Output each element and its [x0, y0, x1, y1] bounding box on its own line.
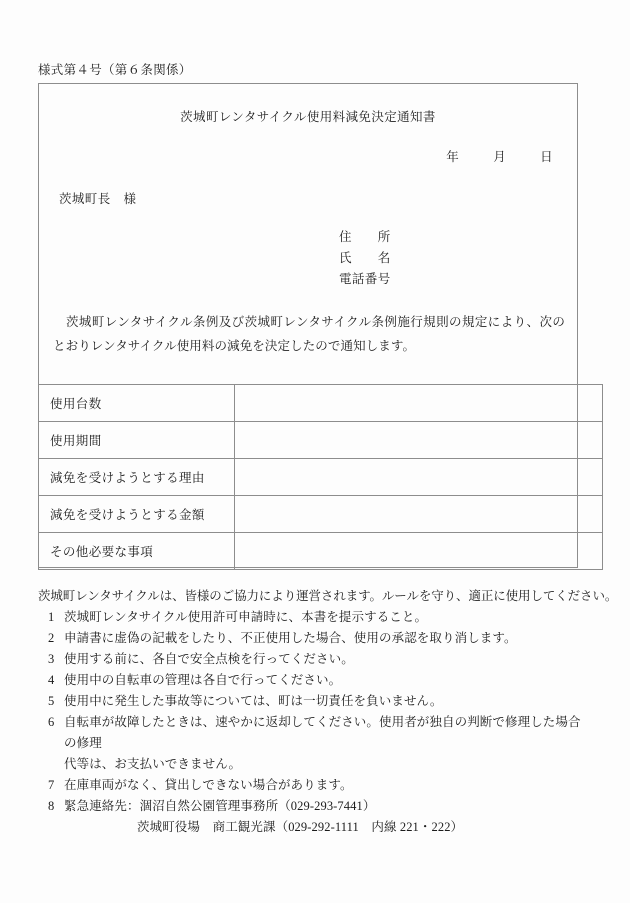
note-number: 1	[48, 610, 55, 624]
date-month-label: 月	[493, 150, 507, 164]
note-text-line2: 代等は、お支払いできません。	[64, 757, 242, 771]
note-item	[38, 628, 590, 649]
table-row-label: 使用台数	[39, 385, 235, 422]
notice-form-box	[38, 83, 578, 568]
note-number: 6	[48, 715, 55, 729]
table-row	[39, 496, 603, 533]
note-number: 4	[48, 673, 55, 687]
table-row	[39, 385, 603, 422]
note-item	[38, 670, 590, 691]
addressee-label: 茨城町長 様	[59, 192, 137, 206]
date-line	[446, 147, 553, 165]
table-row-value[interactable]	[235, 496, 603, 533]
table-row-label: 使用期間	[39, 422, 235, 459]
note-text: 使用中の自転車の管理は各自で行ってください。	[64, 673, 342, 687]
note-text-line1: 自転車が故障したときは、速やかに返却してください。使用者が独自の判断で修理した場合の修理	[64, 715, 581, 750]
notes-intro-text: 茨城町レンタサイクルは、皆様のご協力により運営されます。ルールを守り、適正に使用してください。	[38, 589, 618, 603]
table-row-value[interactable]	[235, 533, 603, 570]
table-row-value[interactable]	[235, 459, 603, 496]
note-number: 7	[48, 778, 55, 792]
detail-table	[38, 384, 603, 570]
notes-section	[38, 586, 618, 838]
note-number: 5	[48, 694, 55, 708]
note-number: 2	[48, 631, 55, 645]
note-item	[38, 607, 590, 628]
note-item	[38, 649, 590, 670]
date-day-label: 日	[540, 150, 553, 164]
date-year-label: 年	[446, 150, 460, 164]
applicant-info-block	[339, 227, 391, 290]
table-row-value[interactable]	[235, 385, 603, 422]
note-item	[38, 712, 590, 775]
note-text: 使用する前に、各自で安全点検を行ってください。	[64, 652, 354, 666]
table-row	[39, 459, 603, 496]
document-title: 茨城町レンタサイクル使用料減免決定通知書	[180, 110, 436, 124]
table-row-value[interactable]	[235, 422, 603, 459]
note-text: 茨城町レンタサイクル使用許可申請時に、本書を提示すること。	[64, 610, 428, 624]
note-number: 3	[48, 652, 55, 666]
note-text	[64, 712, 590, 775]
table-row-label: その他必要な事項	[39, 533, 235, 570]
note-text: 使用中に発生した事故等については、町は一切責任を負いません。	[64, 694, 443, 708]
table-row	[39, 533, 603, 570]
note-text-line2: 茨城町役場 商工観光課（029-292-1111 内線 221・222）	[137, 820, 464, 834]
note-item	[38, 691, 590, 712]
note-text: 在庫車両がなく、貸出しできない場合があります。	[64, 778, 353, 792]
table-row-label: 減免を受けようとする理由	[39, 459, 235, 496]
note-item	[38, 796, 590, 838]
note-item	[38, 775, 590, 796]
table-row-label: 減免を受けようとする金額	[39, 496, 235, 533]
note-number: 8	[48, 799, 55, 813]
form-number-label: 様式第４号（第６条関係）	[38, 63, 192, 77]
applicant-phone-label: 電話番号	[339, 272, 391, 286]
table-row	[39, 422, 603, 459]
note-text	[64, 796, 590, 838]
note-text: 申請書に虚偽の記載をしたり、不正使用した場合、使用の承認を取り消します。	[64, 631, 517, 645]
applicant-name-label: 氏 名	[339, 251, 391, 265]
note-text-line1: 緊急連絡先：涸沼自然公園管理事務所（029-293-7441）	[64, 799, 376, 813]
applicant-address-label: 住 所	[339, 230, 391, 244]
notice-body-text: 茨城町レンタサイクル条例及び茨城町レンタサイクル条例施行規則の規定により、次のとおりレンタサイクル使用料の減免を決定したので通知します。	[53, 315, 565, 353]
